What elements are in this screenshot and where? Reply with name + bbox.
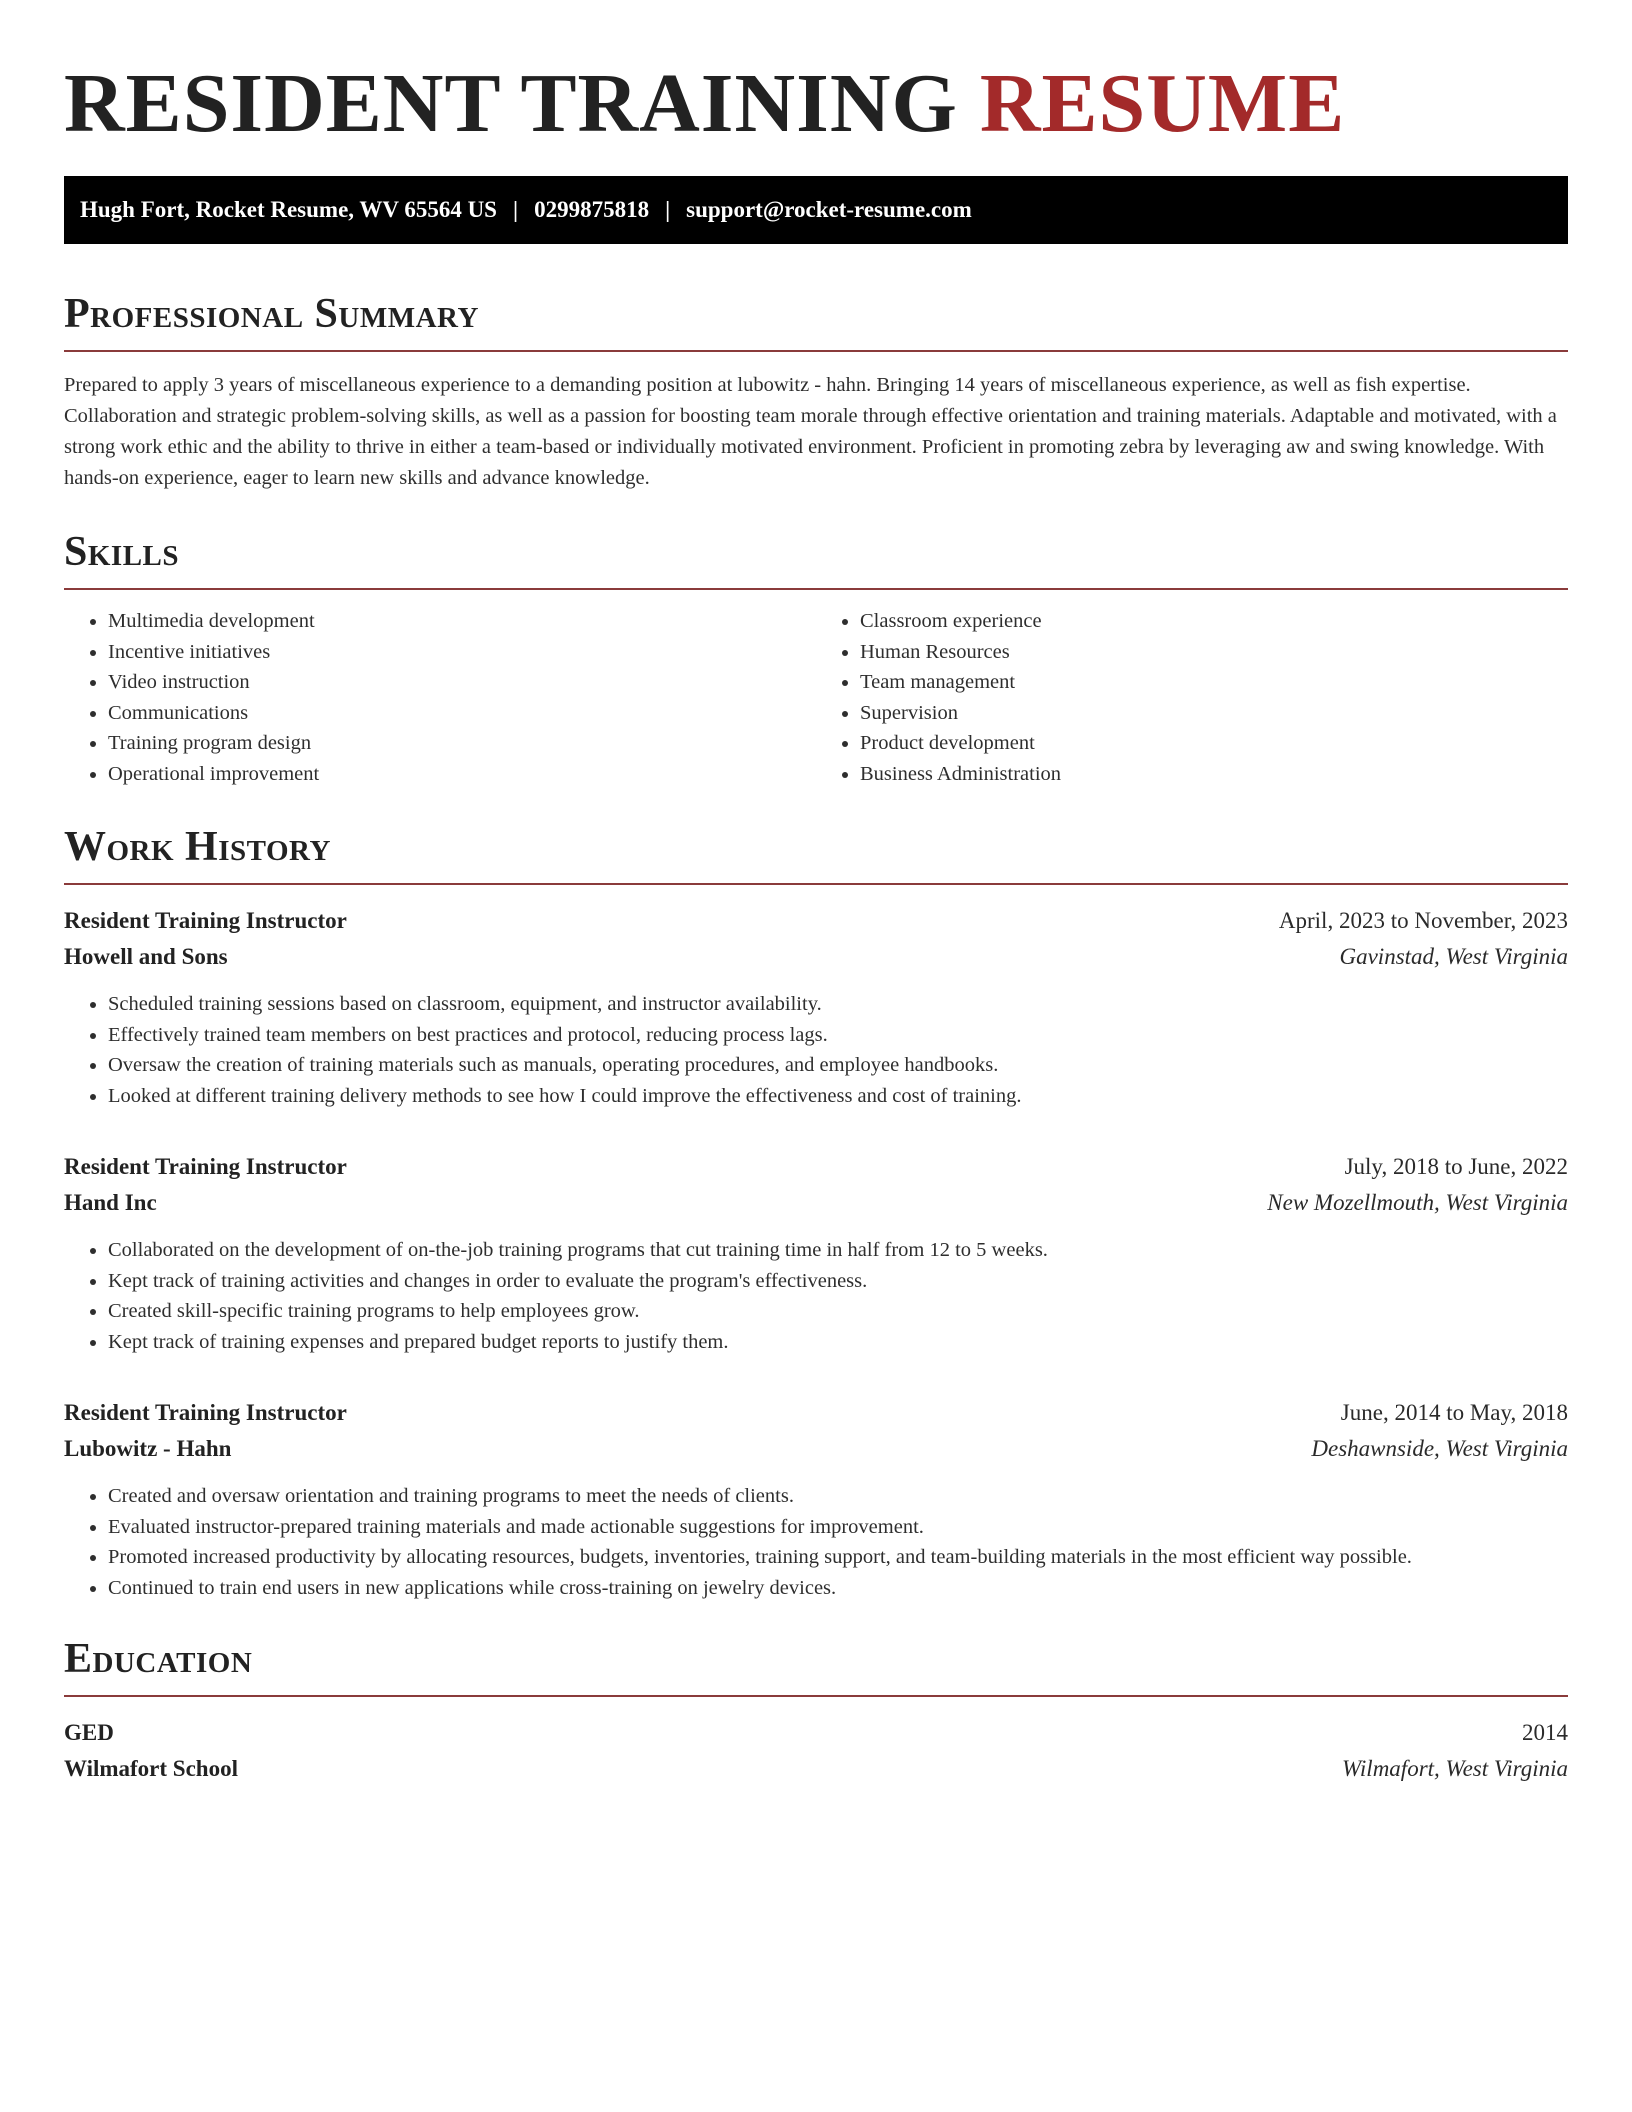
skills-section: [64, 524, 1568, 789]
education-header-row: [64, 1715, 1568, 1751]
skill-item: • Team management: [860, 667, 1568, 698]
skill-item: • Supervision: [860, 698, 1568, 729]
job-entry: [64, 1149, 1568, 1357]
education-section: [64, 1631, 1568, 1787]
job-company-row: [64, 939, 1568, 975]
job-bullet: • Oversaw the creation of training materials such as manuals, operating procedures, and employee handbooks.: [108, 1050, 1568, 1081]
job-bullet: • Kept track of training expenses and prepared budget reports to justify them.: [108, 1327, 1568, 1358]
contact-phone: 0299875818: [534, 197, 650, 222]
skill-item: • Video instruction: [108, 667, 816, 698]
skill-item: • Human Resources: [860, 637, 1568, 668]
job-header-row: [64, 903, 1568, 939]
job-bullet: • Scheduled training sessions based on classroom, equipment, and instructor availability.: [108, 989, 1568, 1020]
job-dates: June, 2014 to May, 2018: [1340, 1400, 1568, 1425]
job-bullet: • Kept track of training activities and changes in order to evaluate the program's effectiveness.: [108, 1266, 1568, 1297]
section-divider: [64, 1695, 1568, 1697]
contact-bar: [64, 176, 1568, 244]
section-divider: [64, 350, 1568, 352]
job-bullet-list: [64, 989, 1568, 1111]
section-divider: [64, 588, 1568, 590]
job-bullet: • Looked at different training delivery methods to see how I could improve the effectiveness and cost of training.: [108, 1081, 1568, 1112]
job-entry: [64, 1395, 1568, 1603]
job-header-row: [64, 1149, 1568, 1185]
skill-item: • Multimedia development: [108, 606, 816, 637]
job-dates: July, 2018 to June, 2022: [1344, 1154, 1568, 1179]
skill-item: • Classroom experience: [860, 606, 1568, 637]
job-bullet: • Effectively trained team members on best practices and protocol, reducing process lags.: [108, 1020, 1568, 1051]
skill-item: • Incentive initiatives: [108, 637, 816, 668]
job-company: Lubowitz - Hahn: [64, 1436, 232, 1461]
job-bullet: • Evaluated instructor-prepared training materials and made actionable suggestions for improvement.: [108, 1512, 1568, 1543]
job-bullet: • Created skill-specific training programs to help employees grow.: [108, 1296, 1568, 1327]
job-company: Howell and Sons: [64, 944, 228, 969]
contact-separator: |: [512, 197, 519, 222]
education-year: 2014: [1522, 1720, 1568, 1745]
job-entry: [64, 903, 1568, 1111]
education-school: Wilmafort School: [64, 1756, 238, 1781]
title-main: RESIDENT TRAINING: [64, 57, 958, 150]
job-bullet-list: [64, 1481, 1568, 1603]
skill-item: • Training program design: [108, 728, 816, 759]
job-location: Gavinstad, West Virginia: [1339, 944, 1568, 969]
work-history-heading: Work History: [64, 824, 331, 870]
education-location: Wilmafort, West Virginia: [1342, 1756, 1568, 1781]
job-bullet-list: [64, 1235, 1568, 1357]
work-history-section: [64, 819, 1568, 1603]
skill-item: • Business Administration: [860, 759, 1568, 790]
job-company-row: [64, 1185, 1568, 1221]
job-company: Hand Inc: [64, 1190, 157, 1215]
job-header-row: [64, 1395, 1568, 1431]
contact-separator: |: [665, 197, 671, 222]
job-location: Deshawnside, West Virginia: [1311, 1436, 1568, 1461]
summary-section: [64, 286, 1568, 494]
education-heading: Education: [64, 1636, 253, 1682]
job-bullet: • Collaborated on the development of on-the-job training programs that cut training time in half from 12 to 5 weeks.: [108, 1235, 1568, 1266]
title-accent: RESUME: [979, 57, 1346, 150]
job-bullet: • Created and oversaw orientation and training programs to meet the needs of clients.: [108, 1481, 1568, 1512]
education-degree: GED: [64, 1720, 114, 1745]
section-divider: [64, 883, 1568, 885]
job-company-row: [64, 1431, 1568, 1467]
skills-grid: [64, 606, 1568, 789]
contact-email[interactable]: support@rocket-resume.com: [686, 197, 972, 222]
resume-title: [64, 56, 1568, 152]
summary-text: Prepared to apply 3 years of miscellaneous experience to a demanding position at lubowitz - hahn. Bringing 14 years of miscellaneous experience, as well as fish expertise. Collaboration and strategic problem-solving skills, as well as a passion for boosting team morale through effective orientation and training materials. Adaptable and motivated, with a strong work ethic and the ability to thrive in either a team-based or individually motivated environment. Proficient in promoting zebra by leveraging aw and swing knowledge. With hands-on experience, eager to learn new skills and advance knowledge.: [64, 374, 1557, 489]
job-title: Resident Training Instructor: [64, 1400, 347, 1425]
job-location: New Mozellmouth, West Virginia: [1267, 1190, 1568, 1215]
job-dates: April, 2023 to November, 2023: [1278, 908, 1568, 933]
summary-heading: Professional Summary: [64, 291, 479, 337]
skills-list-right: [816, 606, 1568, 789]
education-entry: [64, 1715, 1568, 1787]
job-bullet: • Promoted increased productivity by allocating resources, budgets, inventories, training support, and team-building materials in the most efficient way possible.: [108, 1542, 1568, 1573]
contact-address: Hugh Fort, Rocket Resume, WV 65564 US: [80, 197, 497, 222]
job-title: Resident Training Instructor: [64, 908, 347, 933]
skill-item: • Communications: [108, 698, 816, 729]
skills-heading: Skills: [64, 529, 180, 575]
education-school-row: [64, 1751, 1568, 1787]
job-bullet: • Continued to train end users in new applications while cross-training on jewelry devices.: [108, 1573, 1568, 1604]
skill-item: • Product development: [860, 728, 1568, 759]
skill-item: • Operational improvement: [108, 759, 816, 790]
job-title: Resident Training Instructor: [64, 1154, 347, 1179]
skills-list-left: [64, 606, 816, 789]
